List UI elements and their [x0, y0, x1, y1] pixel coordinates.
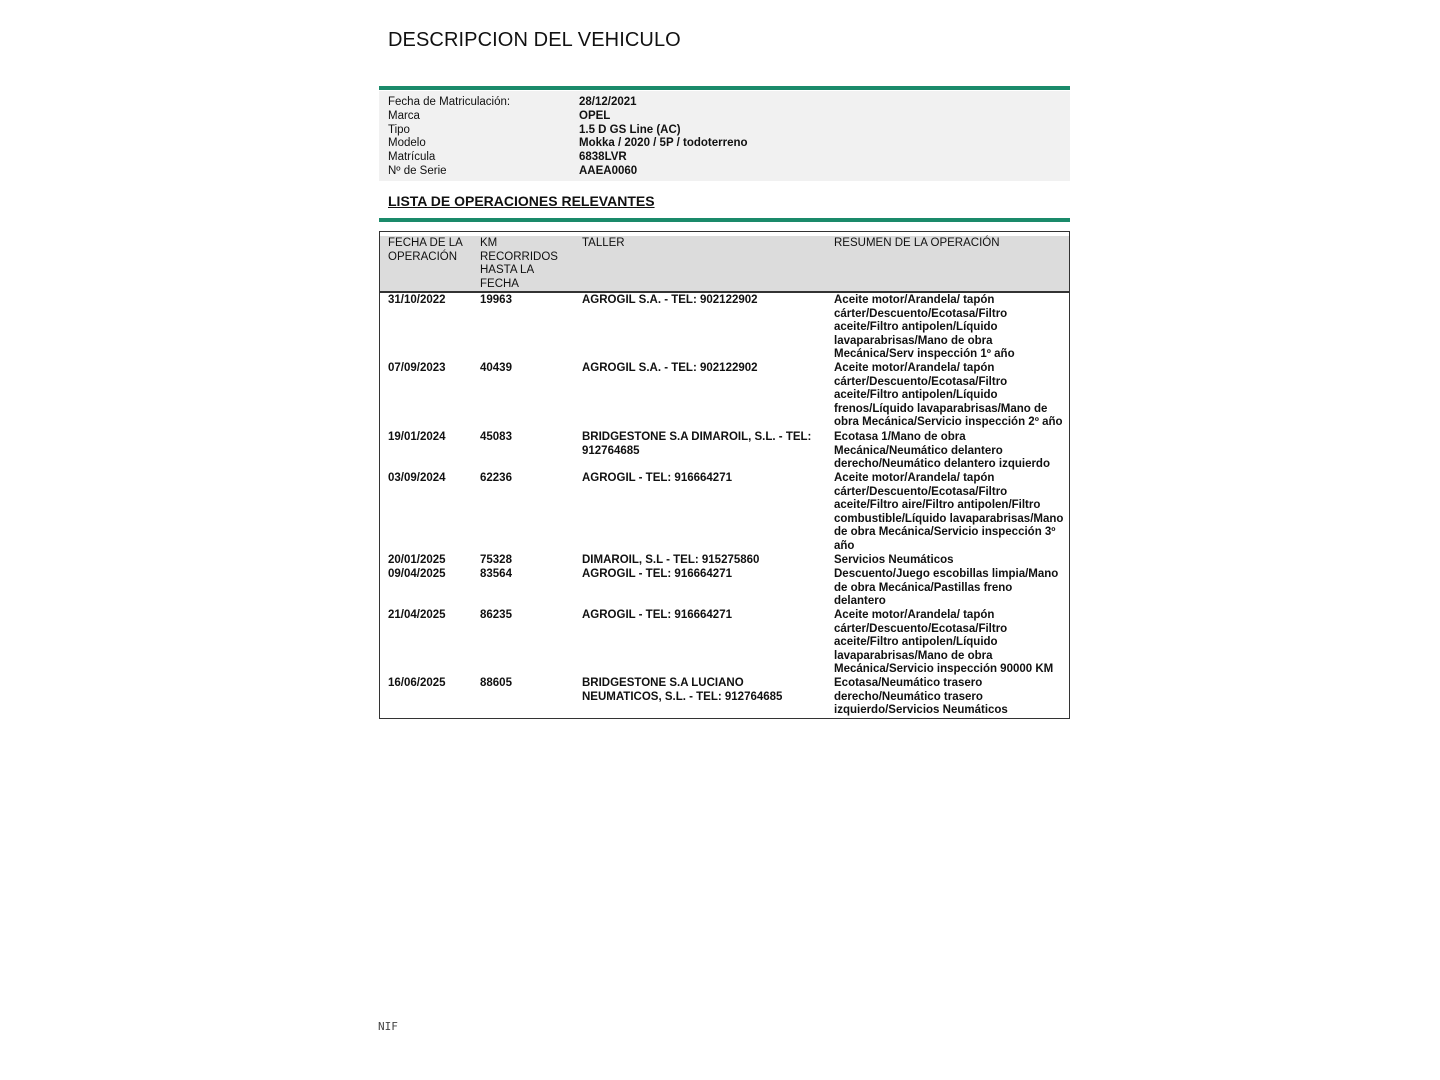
vehicle-label: Tipo	[388, 124, 410, 136]
operations-table	[379, 231, 1070, 719]
cell-fecha: 07/09/2023	[388, 362, 446, 374]
cell-resumen: Aceite motor/Arandela/ tapón cárter/Descuento/Ecotasa/Filtro aceite/Filtro antipolen/Líquido lavaparabrisas/Mano de obra Mecánica/Serv inspección 1º año	[834, 294, 1015, 361]
cell-resumen: Aceite motor/Arandela/ tapón cárter/Descuento/Ecotasa/Filtro aceite/Filtro antipolen/Líquido lavaparabrisas/Mano de obra Mecánica/Servicio inspección 90000 KM	[834, 609, 1054, 676]
vehicle-value: 1.5 D GS Line (AC)	[579, 124, 681, 136]
cell-taller: AGROGIL - TEL: 916664271	[582, 472, 732, 484]
cell-fecha: 03/09/2024	[388, 472, 446, 484]
cell-taller: DIMAROIL, S.L - TEL: 915275860	[582, 554, 760, 566]
vehicle-value: AAEA0060	[579, 165, 638, 177]
cell-resumen: Servicios Neumáticos	[834, 554, 954, 566]
cell-resumen: Aceite motor/Arandela/ tapón cárter/Descuento/Ecotasa/Filtro aceite/Filtro antipolen/Líquido frenos/Líquido lavaparabrisas/Mano de obra Mecánica/Servicio inspección 2º año	[834, 362, 1063, 429]
vehicle-row-registration-date	[388, 95, 637, 109]
cell-fecha: 20/01/2025	[388, 554, 446, 566]
cell-resumen: Aceite motor/Arandela/ tapón cárter/Descuento/Ecotasa/Filtro aceite/Filtro aire/Filtro antipolen/Filtro combustible/Líquido lavaparabrisas/Mano de obra Mecánica/Servicio inspección 3º año	[834, 472, 1064, 552]
header-km: KM RECORRIDOS HASTA LA FECHA	[480, 237, 558, 290]
cell-km: 88605	[480, 677, 512, 689]
cell-km: 75328	[480, 554, 512, 566]
header-resumen: RESUMEN DE LA OPERACIÓN	[834, 237, 1000, 249]
cell-km: 40439	[480, 362, 512, 374]
cell-km: 45083	[480, 431, 512, 443]
vehicle-label: Matrícula	[388, 151, 436, 163]
cell-taller: AGROGIL - TEL: 916664271	[582, 568, 732, 580]
vehicle-label: Nº de Serie	[388, 165, 447, 177]
table-header	[380, 236, 1069, 293]
cell-taller: BRIDGESTONE S.A DIMAROIL, S.L. - TEL: 912764685	[582, 431, 812, 457]
cell-fecha: 09/04/2025	[388, 568, 446, 580]
cell-km: 62236	[480, 472, 512, 484]
page-title: DESCRIPCION DEL VEHICULO	[388, 29, 681, 51]
section-divider	[379, 86, 1070, 90]
cell-taller: AGROGIL S.A. - TEL: 902122902	[582, 362, 758, 374]
vehicle-value: 28/12/2021	[579, 96, 637, 108]
header-fecha: FECHA DE LA OPERACIÓN	[388, 237, 463, 263]
footer-nif: NIF	[378, 1020, 398, 1033]
cell-resumen: Descuento/Juego escobillas limpia/Mano de obra Mecánica/Pastillas freno delantero	[834, 568, 1059, 608]
vehicle-value: 6838LVR	[579, 151, 627, 163]
operations-section-title: LISTA DE OPERACIONES RELEVANTES	[388, 193, 655, 209]
vehicle-label: Modelo	[388, 137, 426, 149]
cell-taller: AGROGIL - TEL: 916664271	[582, 609, 732, 621]
cell-km: 19963	[480, 294, 512, 306]
cell-fecha: 16/06/2025	[388, 677, 446, 689]
cell-fecha: 19/01/2024	[388, 431, 446, 443]
cell-km: 83564	[480, 568, 512, 580]
header-taller: TALLER	[582, 237, 625, 249]
vehicle-row-model	[388, 136, 748, 150]
vehicle-value: Mokka / 2020 / 5P / todoterreno	[579, 137, 748, 149]
vehicle-row-plate	[388, 150, 627, 164]
cell-resumen: Ecotasa/Neumático trasero derecho/Neumático trasero izquierdo/Servicios Neumáticos	[834, 677, 1008, 717]
cell-taller: AGROGIL S.A. - TEL: 902122902	[582, 294, 758, 306]
vehicle-value: OPEL	[579, 110, 611, 122]
cell-resumen: Ecotasa 1/Mano de obra Mecánica/Neumático delantero derecho/Neumático delantero izquierdo	[834, 431, 1050, 471]
vehicle-info-panel	[379, 91, 1070, 181]
cell-fecha: 21/04/2025	[388, 609, 446, 621]
section-divider	[379, 218, 1070, 222]
cell-fecha: 31/10/2022	[388, 294, 446, 306]
cell-taller: BRIDGESTONE S.A LUCIANO NEUMATICOS, S.L. - TEL: 912764685	[582, 677, 783, 703]
vehicle-row-type	[388, 123, 681, 137]
vehicle-row-brand	[388, 109, 610, 123]
vehicle-label: Marca	[388, 110, 420, 122]
vehicle-row-serial	[388, 164, 637, 178]
cell-km: 86235	[480, 609, 512, 621]
vehicle-label: Fecha de Matriculación:	[388, 96, 511, 108]
